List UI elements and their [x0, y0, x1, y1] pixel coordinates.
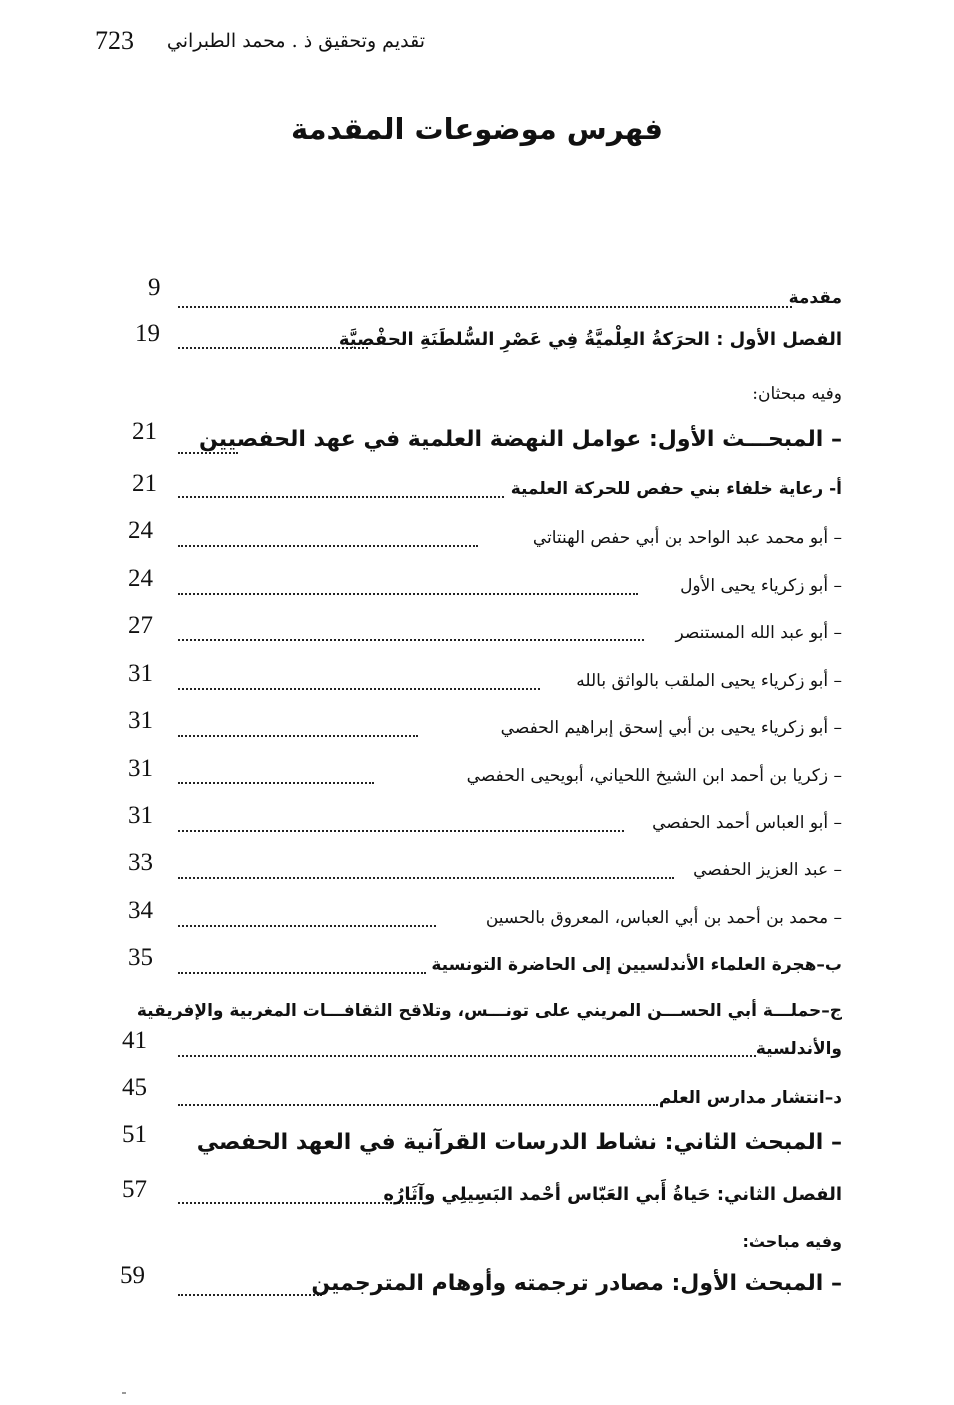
dot-leader [178, 782, 374, 784]
toc-entry-text: – زكريا بن أحمد ابن الشيخ اللحياني، أبويحيى الحفصي [466, 766, 842, 786]
dot-leader [178, 306, 792, 308]
toc-entry-text: – أبو عبد الله المستنصر [675, 623, 842, 643]
toc-page-number: 57 [122, 1176, 147, 1203]
toc-entry-text: – أبو محمد عبد الواحد بن أبي حفص الهنتاتي [532, 528, 842, 548]
toc-page-number: 33 [128, 849, 153, 876]
toc-page-number: 35 [128, 944, 153, 971]
toc-entry-text: – عبد العزيز الحفصي [693, 860, 842, 880]
dot-leader [178, 1294, 322, 1296]
toc-page-number: 24 [128, 517, 153, 544]
toc-page-number: 34 [128, 897, 153, 924]
toc-page-number: 51 [122, 1121, 147, 1148]
toc-page-number: 27 [128, 612, 153, 639]
toc-entry-text: – المبحث الثاني: نشاط الدرسات القرآنية في العهد الحفصي [196, 1130, 842, 1155]
toc-page-number: 31 [128, 802, 153, 829]
toc-entry-text: الفصل الثاني: حَياةُ أَبي العَبّاس أحْمد البَسِيلِي وآثَارُه [383, 1184, 842, 1205]
toc-entry-text: مقدمة [788, 288, 842, 308]
toc-entry-text: – المبحـــث الأول: عوامل النهضة العلمية في عهد الحفصيين [198, 427, 842, 452]
toc-entry-text: – أبو زكرياء يحيى بن أبي إسحق إبراهيم الحفصي [500, 718, 842, 738]
dot-leader [178, 639, 644, 641]
dot-leader [178, 830, 624, 832]
scan-mark [122, 1392, 126, 1394]
toc-entry-text: د–انتشار مدارس العلم [658, 1088, 842, 1108]
toc-page-number: 21 [132, 470, 157, 497]
toc-page-number: 41 [122, 1027, 147, 1054]
page-number: 723 [95, 26, 134, 55]
dot-leader [178, 735, 418, 737]
dot-leader [178, 1055, 756, 1057]
toc-entry-text: – أبو زكرياء يحيى الأول [680, 576, 842, 596]
toc-page-number: 31 [128, 707, 153, 734]
dot-leader [178, 688, 540, 690]
toc-page-number: 9 [148, 274, 161, 301]
dot-leader [178, 452, 238, 454]
toc-page-number: 31 [128, 660, 153, 687]
section-note: وفيه مبحثان: [752, 384, 842, 404]
dot-leader [178, 972, 426, 974]
dot-leader [178, 877, 674, 879]
toc-page-number: 31 [128, 755, 153, 782]
toc-entry-text: ج–حملـــة أبي الحســـن المريني على تونـــس، وتلاقح الثقافـــات المغربية والإفريقية [136, 1001, 842, 1021]
toc-page-number: 59 [120, 1262, 145, 1289]
toc-page-number: 45 [122, 1074, 147, 1101]
toc-page-number: 21 [132, 418, 157, 445]
dot-leader [178, 593, 638, 595]
dot-leader [178, 925, 436, 927]
dot-leader [178, 1104, 658, 1106]
running-title: تقديم وتحقيق ذ . محمد الطبراني [166, 30, 425, 52]
toc-page-number: 24 [128, 565, 153, 592]
toc-entry-text: – أبو زكرياء يحيى الملقب بالواثق بالله [576, 671, 842, 691]
section-note: وفيه مباحث: [742, 1232, 842, 1251]
dot-leader [178, 545, 478, 547]
toc-entry-text: الفصل الأول : الحرَكةُ العِلْميَّةُ فِي عَصْرِ السُّلطَنَةِ الحفْصيَّة [338, 329, 842, 350]
dot-leader [178, 496, 504, 498]
toc-entry-text: – محمد بن أحمد بن أبي العباس، المعروق بالحسين [485, 908, 842, 928]
toc-entry-text-continued: والأندلسية [755, 1039, 842, 1059]
toc-entry-text: – المبحث الأول: مصادر ترجمته وأوهام المترجمين [311, 1271, 842, 1296]
page-title: فهرس موضوعات المقدمة [290, 112, 663, 146]
toc-page-number: 19 [135, 320, 160, 347]
toc-entry-text: ب–هجرة العلماء الأندلسيين إلى الحاضرة التونسية [431, 955, 842, 975]
toc-entry-text: أ- رعاية خلفاء بني حفص للحركة العلمية [510, 479, 842, 499]
toc-entry-text: – أبو العباس أحمد الحفصي [652, 813, 842, 833]
